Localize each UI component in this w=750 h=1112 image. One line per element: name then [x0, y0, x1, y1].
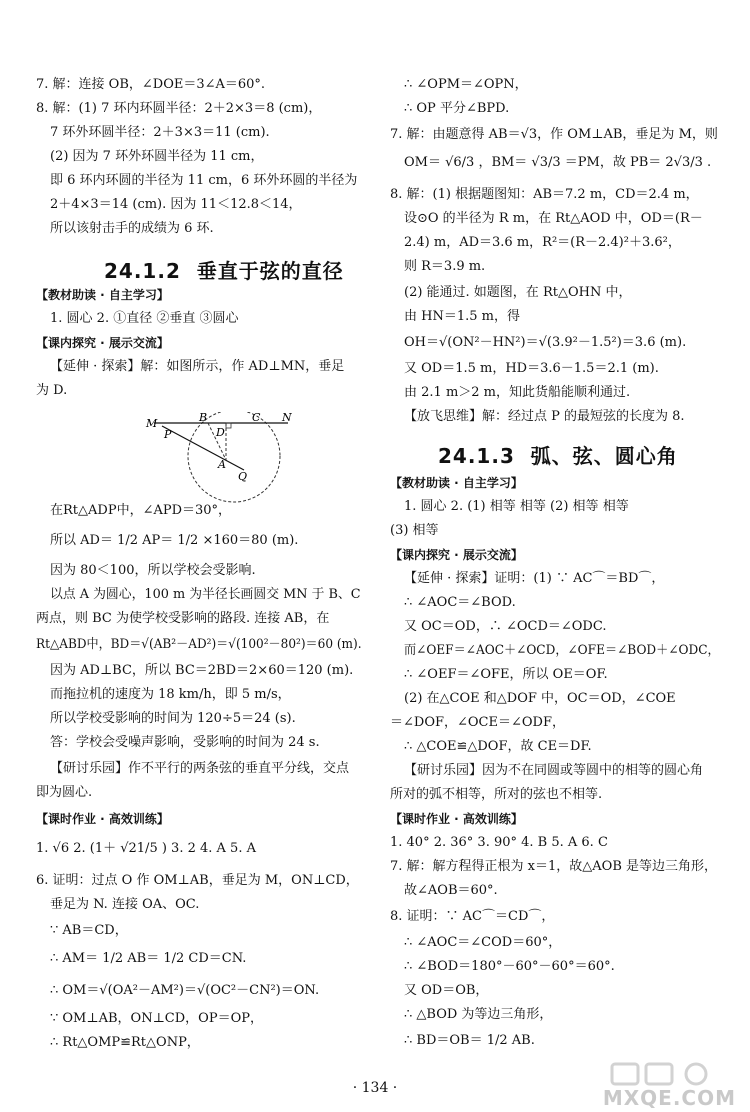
right-angle-mark	[226, 423, 231, 428]
text-line: 因为 AD⊥BC，所以 BC＝2BD＝2×60＝120 (m).	[50, 663, 354, 678]
text-line: 以点 A 为圆心，100 m 为半径长画圆交 MN 于 B、C	[50, 587, 361, 602]
text-line: 又 OC＝OD，∴ ∠OCD＝∠ODC.	[404, 619, 607, 634]
text-line: 8. 解：(1) 根据题图知：AB＝7.2 m，CD＝2.4 m，	[390, 187, 699, 202]
text-line: 7. 解：由题意得 AB＝√3，作 OM⊥AB，垂足为 M，则	[390, 127, 718, 142]
text-line: Rt△ABD中，BD＝√(AB²－AD²)＝√(100²－80²)＝60 (m).	[36, 637, 362, 652]
text-line: ∴ AM＝ 1/2 AB＝ 1/2 CD＝CN.	[50, 951, 247, 966]
text-line: 即 6 环内环圆的半径为 11 cm，6 环外环圆的半径为	[50, 173, 358, 188]
text-line: ∴ ∠OEF＝∠OFE，所以 OE＝OF.	[404, 667, 608, 682]
text-line: (3) 相等	[390, 523, 439, 538]
text-line: 6. 证明：过点 O 作 OM⊥AB，垂足为 M，ON⊥CD，	[36, 873, 359, 888]
text-line: 2＋4×3＝14 (cm). 因为 11＜12.8＜14，	[50, 197, 302, 212]
text-line: ∵ AB＝CD，	[50, 923, 128, 938]
text-line: 1. 圆心 2. (1) 相等 相等 (2) 相等 相等	[404, 499, 629, 514]
text-line: 【研讨乐园】因为不在同圆或等圆中的相等的圆心角	[404, 763, 704, 778]
text-line: ∴ △COE≌△DOF，故 CE＝DF.	[404, 739, 592, 754]
text-line: 又 OD＝1.5 m，HD＝3.6－1.5＝2.1 (m).	[404, 361, 659, 376]
label-n: N	[282, 412, 292, 424]
text-line: 而拖拉机的速度为 18 km/h，即 5 m/s，	[50, 687, 291, 702]
text-line: 由 HN＝1.5 m，得	[404, 309, 520, 324]
text-line: OM＝ √6/3 ，BM＝ √3/3 ＝PM，故 PB＝ 2√3/3 .	[404, 155, 712, 170]
text-line: ∴ ∠AOC＝∠COD＝60°，	[404, 935, 562, 950]
section-heading: 弧、弦、圆心角	[530, 444, 678, 468]
text-line: 8. 证明：∵ AC⌒＝CD⌒，	[390, 909, 555, 924]
text-line: ∴ OP 平分∠BPD.	[404, 101, 510, 116]
text-line: 又 OD＝OB，	[404, 983, 489, 998]
text-line: (2) 能通过. 如题图，在 Rt△OHN 中，	[404, 285, 632, 300]
text-line: 1. 40° 2. 36° 3. 90° 4. B 5. A 6. C	[390, 835, 608, 850]
section-heading: 垂直于弦的直径	[196, 259, 344, 283]
label-d: D	[216, 426, 225, 439]
watermark-text: MXQE.COM	[602, 1086, 736, 1110]
text-line: 【延伸 · 探索】证明：(1) ∵ AC⌒＝BD⌒，	[404, 571, 665, 586]
text-line: ∴ △BOD 为等边三角形，	[404, 1007, 553, 1022]
text-line: 则 R＝3.9 m.	[404, 259, 486, 274]
circle-radius-100	[188, 412, 280, 502]
text-line: 设⊙O 的半径为 R m，在 Rt△AOD 中，OD＝(R－	[404, 211, 703, 226]
section-subheading: 【课内探究 · 展示交流】	[390, 548, 523, 562]
section-subheading: 【课时作业 · 高效训练】	[36, 812, 169, 826]
section-subheading: 【课时作业 · 高效训练】	[390, 812, 523, 826]
text-line: ∴ OM＝√(OA²－AM²)＝√(OC²－CN²)＝ON.	[50, 983, 320, 998]
geometry-figure	[140, 412, 320, 512]
page-number: · 134 ·	[352, 1080, 398, 1096]
text-line: 而∠OEF＝∠AOC＋∠OCD，∠OFE＝∠BOD＋∠ODC，	[404, 643, 720, 658]
text-line: 所对的弧不相等，所对的弦也不相等.	[390, 787, 603, 802]
line-pq	[162, 426, 244, 470]
section-subheading: 【教材助读 · 自主学习】	[390, 476, 523, 490]
text-line: 所以该射击手的成绩为 6 环.	[50, 221, 214, 236]
label-m: M	[146, 417, 158, 430]
text-line: 由 2.1 m＞2 m，知此货船能顺利通过.	[404, 385, 631, 400]
label-c: C	[252, 412, 261, 424]
section-title-24-1-2	[104, 255, 344, 284]
label-b: B	[199, 412, 208, 424]
text-line: 因为 80＜100，所以学校会受影响.	[50, 563, 256, 578]
text-line: 为 D.	[36, 383, 68, 398]
text-line: 2.4) m，AD＝3.6 m，R²＝(R－2.4)²＋3.6²，	[404, 235, 681, 250]
text-line: 1. √6 2. (1＋ √21/5 ) 3. 2 4. A 5. A	[36, 841, 256, 856]
text-line: 答：学校会受噪声影响，受影响的时间为 24 s.	[50, 735, 320, 750]
text-line: 1. 圆心 2. ①直径 ②垂直 ③圆心	[50, 311, 239, 326]
text-line: 垂足为 N. 连接 OA、OC.	[50, 897, 200, 912]
text-line: 【延伸 · 探索】解：如图所示，作 AD⊥MN，垂足	[50, 359, 345, 374]
text-line: (2) 因为 7 环外环圆半径为 11 cm，	[50, 149, 264, 164]
text-line: (2) 在△COE 和△DOF 中，OC＝OD，∠COE	[404, 691, 676, 706]
text-line: ∴ Rt△OMP≌Rt△ONP，	[50, 1035, 200, 1050]
text-line: 【研讨乐园】作不平行的两条弦的垂直平分线，交点	[50, 761, 350, 776]
text-line: 所以 AD＝ 1/2 AP＝ 1/2 ×160＝80 (m).	[50, 533, 299, 548]
text-line: 所以学校受影响的时间为 120÷5＝24 (s).	[50, 711, 296, 726]
text-line: ＝∠DOF，∠OCE＝∠ODF，	[390, 715, 565, 730]
text-line: ∴ ∠BOD＝180°－60°－60°＝60°.	[404, 959, 615, 974]
section-number: 24.1.2	[104, 259, 181, 283]
text-line: ∵ OM⊥AB，ON⊥CD，OP＝OP，	[50, 1011, 263, 1026]
text-line: ∴ BD＝OB＝ 1/2 AB.	[404, 1033, 535, 1048]
text-line: 两点，则 BC 为使学校受影响的路段. 连接 AB，在	[36, 611, 330, 626]
text-line: 8. 解：(1) 7 环内环圆半径：2＋2×3＝8 (cm)，	[36, 101, 322, 116]
section-number: 24.1.3	[438, 444, 515, 468]
text-line: 7 环外环圆半径：2＋3×3＝11 (cm).	[50, 125, 270, 140]
text-line: ∴ ∠OPM＝∠OPN，	[404, 77, 528, 92]
text-line: 7. 解：解方程得正根为 x＝1，故△AOB 是等边三角形，	[390, 859, 717, 874]
text-line: ∴ ∠AOC＝∠BOD.	[404, 595, 516, 610]
text-line: 故∠AOB＝60°.	[404, 883, 498, 898]
text-line: 在Rt△ADP中，∠APD＝30°，	[50, 503, 232, 518]
text-line: 即为圆心.	[36, 785, 93, 800]
text-line: 【放飞思维】解：经过点 P 的最短弦的长度为 8.	[404, 409, 685, 424]
label-p: P	[164, 428, 172, 441]
section-subheading: 【课内探究 · 展示交流】	[36, 336, 169, 350]
text-line: OH＝√(ON²－HN²)＝√(3.9²－1.5²)＝3.6 (m).	[404, 335, 687, 350]
text-line: 7. 解：连接 OB，∠DOE＝3∠A＝60°.	[36, 77, 266, 92]
label-a: A	[218, 458, 226, 471]
section-subheading: 【教材助读 · 自主学习】	[36, 288, 169, 302]
section-title-24-1-3	[438, 440, 678, 469]
label-q: Q	[238, 470, 248, 483]
